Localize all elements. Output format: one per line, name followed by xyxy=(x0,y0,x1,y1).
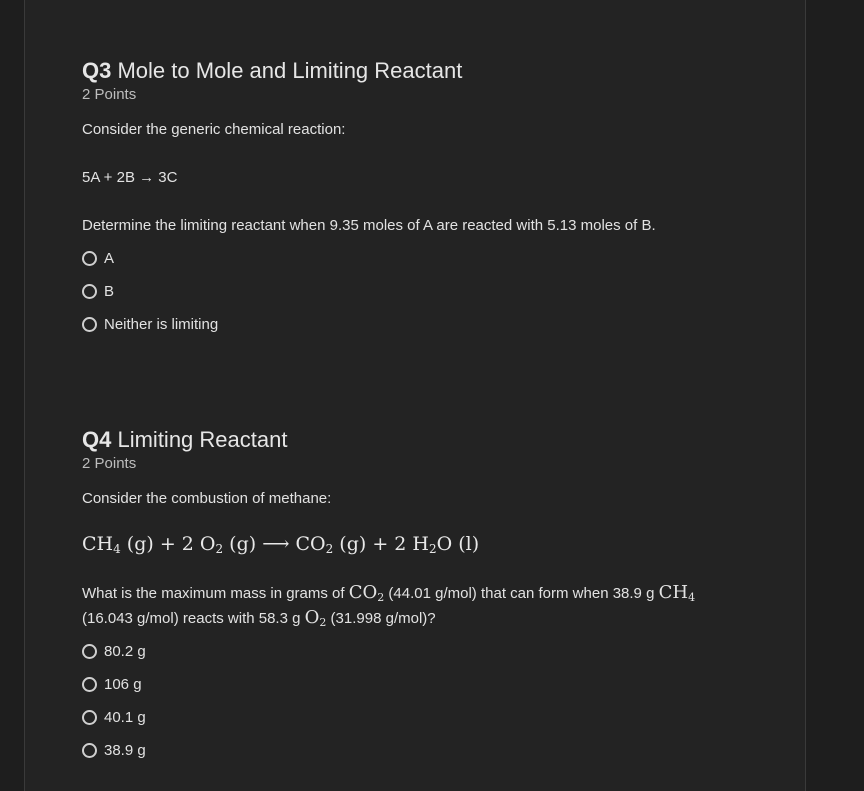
option-label: 106 g xyxy=(104,675,142,693)
radio-button-icon[interactable] xyxy=(82,317,97,332)
question-points: 2 Points xyxy=(82,455,137,472)
radio-button-icon[interactable] xyxy=(82,251,97,266)
answer-option-4[interactable] xyxy=(82,739,146,761)
answer-option-b[interactable] xyxy=(82,280,114,302)
question-title xyxy=(82,58,762,84)
question-title-text: Limiting Reactant xyxy=(117,427,288,452)
question-title-text: Mole to Mole and Limiting Reactant xyxy=(117,58,463,83)
reaction-equation: 5A + 2B → 3C xyxy=(82,169,178,186)
radio-button-icon[interactable] xyxy=(82,743,97,758)
question-number: Q3 xyxy=(82,58,112,83)
answer-option-a[interactable] xyxy=(82,247,114,269)
question-intro: Consider the generic chemical reaction: xyxy=(82,121,346,138)
radio-button-icon[interactable] xyxy=(82,677,97,692)
question-number: Q4 xyxy=(82,427,112,452)
radio-button-icon[interactable] xyxy=(82,710,97,725)
answer-option-2[interactable] xyxy=(82,673,142,695)
combustion-equation: $CH_4$ (g) + 2 $O_2$ (g) ⟶ $CO_2$ (g) + 2 $H_2O$ (l) xyxy=(82,533,480,556)
option-label: 40.1 g xyxy=(104,708,146,726)
answer-option-1[interactable] xyxy=(82,640,146,662)
answer-option-3[interactable] xyxy=(82,706,146,728)
question-points: 2 Points xyxy=(82,86,137,103)
option-label: 80.2 g xyxy=(104,642,146,660)
quiz-panel xyxy=(24,0,806,791)
answer-option-neither[interactable] xyxy=(82,313,218,335)
radio-button-icon[interactable] xyxy=(82,284,97,299)
question-q3 xyxy=(82,58,762,333)
option-label: 38.9 g xyxy=(104,741,146,759)
option-label: A xyxy=(104,249,115,267)
option-label: B xyxy=(104,282,115,300)
radio-button-icon[interactable] xyxy=(82,644,97,659)
question-title xyxy=(82,427,762,453)
option-label: Neither is limiting xyxy=(104,315,219,333)
question-prompt: Determine the limiting reactant when 9.35 moles of A are reacted with 5.13 moles of B. xyxy=(82,217,656,234)
question-prompt: What is the maximum mass in grams of $CO_2$ (44.01 g/mol) that can form when 38.9 g $CH_4$ (16.043 g/mol) reacts with 58.3 g $O_2$ (31.998 g/mol)? xyxy=(82,582,696,629)
question-intro: Consider the combustion of methane: xyxy=(82,490,332,507)
question-q4 xyxy=(82,427,762,759)
